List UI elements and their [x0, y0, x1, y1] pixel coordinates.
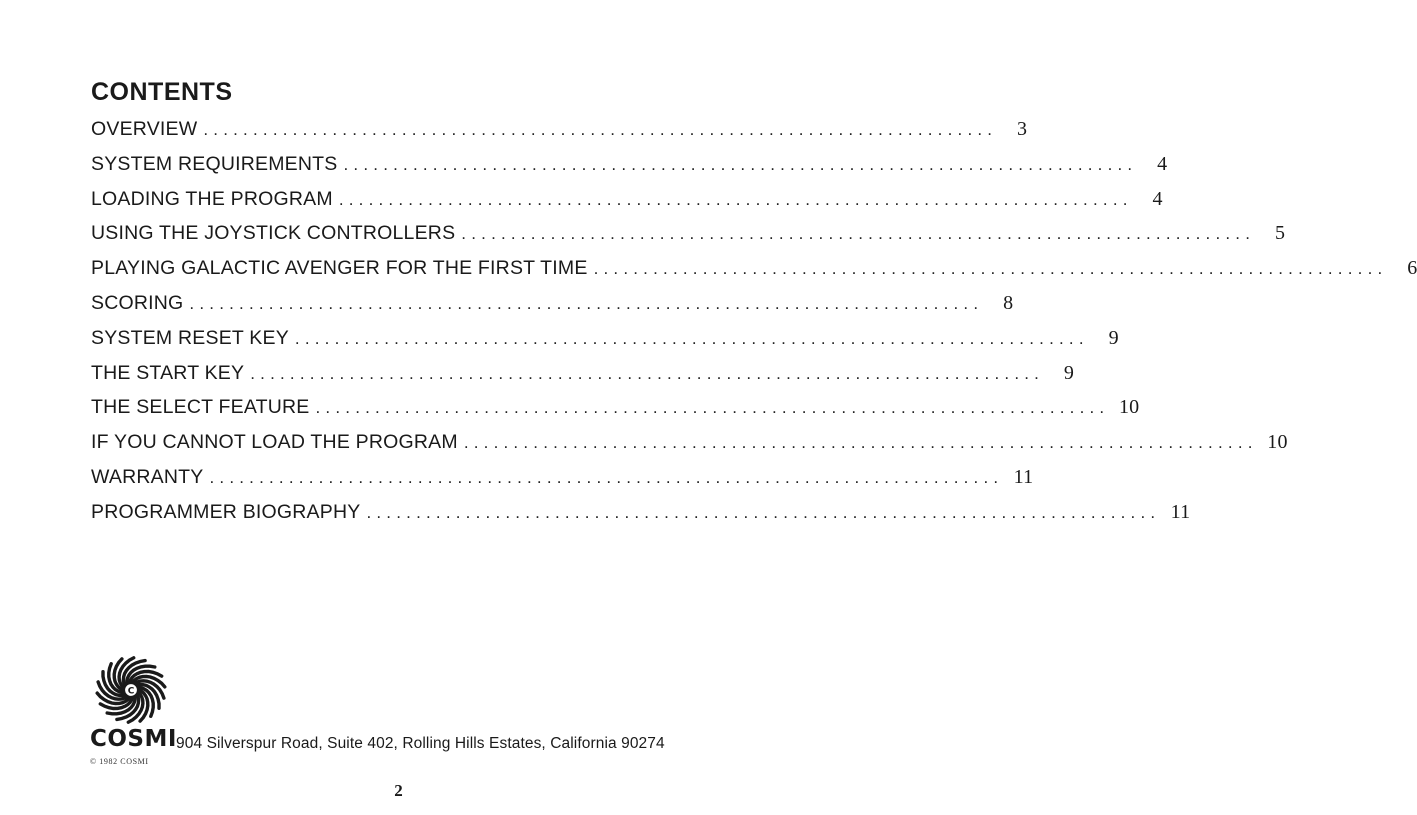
- copyright-notice: © 1982 COSMI: [90, 757, 149, 766]
- toc-entry-page: 8: [1003, 291, 1014, 314]
- table-of-contents: [91, 112, 1417, 530]
- toc-dot-leader: ................................................................................: [315, 398, 1110, 418]
- toc-entry-title: IF YOU CANNOT LOAD THE PROGRAM: [91, 431, 458, 454]
- toc-entry: [91, 495, 1191, 530]
- toc-entry-title: USING THE JOYSTICK CONTROLLERS: [91, 222, 456, 245]
- toc-dot-leader: ................................................................................: [294, 328, 1089, 348]
- toc-entry: [91, 216, 1286, 251]
- toc-entry: [91, 112, 1028, 147]
- toc-entry-title: WARRANTY: [91, 465, 204, 488]
- toc-entry-page: 3: [1017, 118, 1028, 140]
- toc-entry-page: 11: [1170, 500, 1191, 523]
- toc-entry: [91, 182, 1163, 217]
- toc-entry-title: THE SELECT FEATURE: [91, 396, 310, 419]
- toc-dot-leader: ................................................................................: [250, 363, 1045, 383]
- toc-entry: [91, 390, 1140, 425]
- toc-entry: [91, 356, 1075, 391]
- page-number: 2: [394, 781, 403, 800]
- toc-entry-title: SCORING: [91, 291, 184, 314]
- toc-entry-page: 9: [1108, 326, 1119, 349]
- toc-entry: [91, 460, 1034, 495]
- toc-dot-leader: ................................................................................: [203, 120, 998, 139]
- company-address: 904 Silverspur Road, Suite 402, Rolling Hills Estates, California 90274: [176, 735, 665, 752]
- toc-entry-page: 10: [1267, 431, 1288, 454]
- toc-entry: [91, 425, 1288, 460]
- toc-entry: [91, 286, 1014, 321]
- toc-entry-title: PROGRAMMER BIOGRAPHY: [91, 500, 361, 523]
- logo-letter: C: [127, 686, 135, 697]
- toc-entry-page: 6: [1407, 257, 1417, 280]
- cosmi-spiral-logo-icon: [90, 656, 172, 724]
- toc-entry-page: 11: [1013, 465, 1034, 488]
- toc-entry-page: 9: [1063, 361, 1075, 384]
- toc-dot-leader: ................................................................................: [343, 154, 1138, 174]
- toc-dot-leader: ................................................................................: [189, 293, 984, 313]
- toc-entry-page: 4: [1157, 152, 1168, 175]
- toc-entry: [91, 251, 1417, 286]
- toc-entry: [91, 321, 1119, 356]
- contents-heading: CONTENTS: [91, 78, 233, 106]
- toc-dot-leader: ................................................................................: [366, 502, 1161, 522]
- toc-dot-leader: ................................................................................: [593, 259, 1388, 279]
- toc-dot-leader: ................................................................................: [338, 189, 1133, 209]
- toc-entry: [91, 147, 1168, 182]
- toc-dot-leader: ................................................................................: [463, 433, 1258, 453]
- toc-entry-page: 4: [1152, 187, 1163, 210]
- toc-entry-page: 5: [1274, 222, 1286, 245]
- toc-dot-leader: ................................................................................: [209, 467, 1004, 487]
- toc-entry-page: 10: [1118, 396, 1140, 419]
- toc-entry-title: OVERVIEW: [91, 118, 198, 140]
- toc-dot-leader: ................................................................................: [461, 224, 1256, 244]
- toc-entry-title: PLAYING GALACTIC AVENGER FOR THE FIRST TIME: [91, 257, 588, 280]
- brand-name: COSMI: [90, 726, 177, 752]
- toc-entry-title: LOADING THE PROGRAM: [91, 187, 333, 210]
- toc-entry-title: THE START KEY: [91, 361, 245, 384]
- toc-entry-title: SYSTEM REQUIREMENTS: [91, 152, 338, 175]
- toc-entry-title: SYSTEM RESET KEY: [91, 326, 289, 349]
